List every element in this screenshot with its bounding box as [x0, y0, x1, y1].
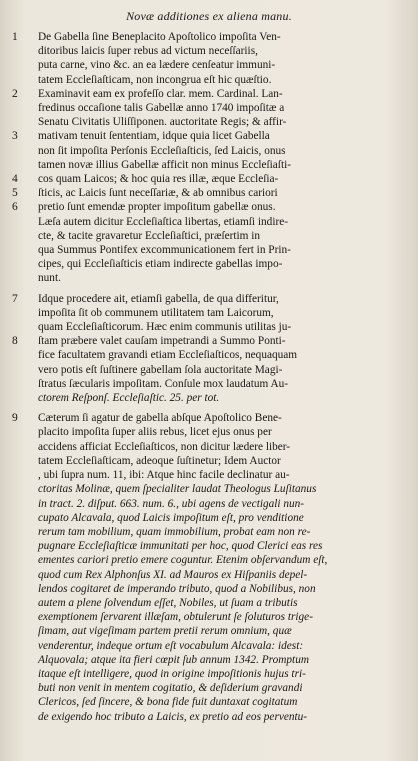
paragraph-number: 5	[12, 187, 18, 200]
document-body	[10, 30, 408, 724]
text-line	[10, 229, 408, 243]
text-line	[10, 497, 408, 511]
text-line	[10, 158, 408, 172]
line-text: Clericos, ſed ſincere, & bona fide fuit duntaxat cogitatum	[38, 696, 298, 709]
line-text: quam Eccleſiaſticorum. Hæc enim communis utilitas ju-	[38, 321, 292, 334]
paragraph	[10, 411, 408, 723]
line-text: pretio ſunt emendæ propter impoſitum gabellæ onus.	[38, 201, 276, 214]
line-text: itaque eſt intelligere, quod in origine impoſitionis hujus tri-	[38, 667, 306, 680]
text-line	[10, 624, 408, 638]
text-line	[10, 87, 408, 101]
text-line	[10, 582, 408, 596]
text-line	[10, 482, 408, 496]
paragraph-number: 8	[12, 335, 18, 348]
text-line	[10, 411, 408, 425]
text-line	[10, 639, 408, 653]
text-line	[10, 568, 408, 582]
line-text: Læſa autem dicitur Eccleſiaſtica libertas, etiamſi indire-	[38, 215, 288, 228]
text-line	[10, 596, 408, 610]
text-line	[10, 271, 408, 285]
text-line	[10, 44, 408, 58]
line-text: ſticis, ac Laicis ſunt neceſſariæ, & ab omnibus cariori	[38, 187, 278, 200]
text-line	[10, 539, 408, 553]
text-line	[10, 306, 408, 320]
line-text: vero potis eſt ſuſtinere gabellam ſola auctoritate Magi-	[38, 363, 283, 376]
line-text: fredinus occaſione talis Gabellæ anno 1740 impoſitæ a	[38, 102, 285, 115]
text-line	[10, 454, 408, 468]
line-text: , ubi ſupra num. 11, ibi: Atque hinc facile declinatur au-	[38, 469, 290, 482]
text-line	[10, 144, 408, 158]
line-text: qua Summus Pontifex excommunicationem fert in Prin-	[38, 244, 291, 257]
text-line	[10, 101, 408, 115]
line-text: placito impoſita ſuper aliis rebus, licet ejus onus per	[38, 426, 272, 439]
text-line	[10, 334, 408, 348]
line-text: accidens afficiat Eccleſiaſticos, non dicitur lædere liber-	[38, 440, 291, 453]
line-text: tatem Eccleſiaſticam, non incongrua eſt hic quæſtio.	[38, 73, 272, 86]
line-text: ctorem Reſponſ. Eccleſiaſtic. 25. per tot.	[38, 392, 220, 405]
paragraph-number: 7	[12, 292, 18, 305]
text-line	[10, 73, 408, 87]
text-line	[10, 200, 408, 214]
text-line	[10, 348, 408, 362]
text-line	[10, 243, 408, 257]
paragraph	[10, 292, 408, 406]
line-text: ditoribus laicis ſuper rebus ad victum neceſſariis,	[38, 45, 258, 58]
line-text: puta carne, vino &c. an ea lædere cenſeatur immuni-	[38, 59, 276, 72]
line-text: rerum tam mobilium, quam immobilium, probat eam non re-	[38, 525, 311, 538]
paragraph-number: 9	[12, 412, 18, 425]
text-line	[10, 710, 408, 724]
text-line	[10, 30, 408, 44]
line-text: De Gabella ſine Beneplacito Apoſtolico impoſita Ven-	[38, 31, 281, 43]
text-line	[10, 553, 408, 567]
paragraph-number: 6	[12, 201, 18, 214]
line-text: Examinavit eam ex profeſſo clar. mem. Cardinal. Lan-	[38, 87, 283, 100]
text-line	[10, 363, 408, 377]
text-line	[10, 257, 408, 271]
line-text: ctoritas Molinæ, quem ſpecialiter laudat Theologus Luſitanus	[38, 483, 317, 496]
line-text: pugnare Eccleſiaſticæ immunitati per hoc, quod Clerici eas res	[38, 540, 323, 553]
text-line	[10, 320, 408, 334]
line-text: lendos cogitaret de imperando tributo, quod a Nobilibus, non	[38, 582, 316, 595]
paragraph	[10, 30, 408, 286]
text-line	[10, 391, 408, 405]
text-line	[10, 425, 408, 439]
text-line	[10, 610, 408, 624]
line-text: Senatu Civitatis Uliſſiponen. auctoritate Regis; & affir-	[38, 116, 287, 129]
line-text: mativam tenuit ſententiam, idque quia licet Gabella	[38, 130, 270, 143]
line-text: cte, & tacite gravaretur Eccleſiaſtici, præſertim in	[38, 229, 261, 242]
text-line	[10, 695, 408, 709]
line-text: Alquovala; atque ita fieri cœpit ſub annum 1342. Promptum	[38, 653, 309, 666]
line-text: cipes, qui Eccleſiaſticis etiam indirecte gabellas impo-	[38, 258, 283, 271]
line-text: non ſit impoſita Perſonis Eccleſiaſticis, ſed Laicis, onus	[38, 144, 286, 157]
line-text: Cæterum ſi agatur de gabella abſque Apoſtolico Bene-	[38, 412, 282, 425]
text-line	[10, 186, 408, 200]
text-line	[10, 440, 408, 454]
paragraph-number: 3	[12, 130, 18, 143]
paragraph-number: 4	[12, 173, 18, 186]
text-line	[10, 129, 408, 143]
text-line	[10, 525, 408, 539]
text-line	[10, 58, 408, 72]
text-line	[10, 215, 408, 229]
line-text: in tract. 2. diſput. 663. num. 6., ubi agens de vectigali nun-	[38, 497, 305, 510]
text-line	[10, 292, 408, 306]
line-text: buti non venit in mentem cogitatio, & deſiderium gravandi	[38, 682, 303, 695]
line-text: nunt.	[38, 272, 61, 285]
text-line	[10, 681, 408, 695]
line-text: ſimam, aut vigeſimam partem pretii rerum omnium, quæ	[38, 625, 292, 638]
line-text: tamen novæ illius Gabellæ afficit non minus Eccleſiaſti-	[38, 158, 291, 171]
line-text: cos quam Laicos; & hoc quia res illæ, æque Eccleſia-	[38, 173, 279, 186]
line-text: de exigendo hoc tributo a Laicis, ex pretio ad eos perventu-	[38, 710, 308, 723]
line-text: ſtratus ſæcularis impoſitam. Conſule mox laudatum Au-	[38, 377, 289, 390]
line-text: quod cum Rex Alphonſus XI. ad Mauros ex Hiſpaniis depel-	[38, 568, 308, 581]
line-text: Idque procedere ait, etiamſi gabella, de qua differitur,	[38, 292, 279, 305]
paragraph-number: 1	[12, 31, 18, 43]
line-text: tatem Eccleſiaſticam, adeoque ſuſtinetur; Idem Auctor	[38, 454, 281, 467]
text-line	[10, 468, 408, 482]
text-line	[10, 653, 408, 667]
line-text: exemptionem ſervarent illæſam, obtulerunt ſe ſoluturos trige-	[38, 611, 313, 624]
line-text: impoſita ſit ob communem utilitatem tam Laicorum,	[38, 306, 274, 319]
line-text: autem a plene ſolvendum eſſet, Nobiles, ut ſuam a tributis	[38, 596, 298, 609]
paragraph-number: 2	[12, 87, 18, 100]
line-text: ementes cariori pretio emere coguntur. Etenim obſervandum eſt,	[38, 554, 328, 567]
page-header: Novæ additiones ex aliena manu.	[126, 9, 292, 23]
text-line	[10, 172, 408, 186]
text-line	[10, 115, 408, 129]
line-text: ſtam præbere valet cauſam impetrandi a Summo Ponti-	[38, 335, 286, 348]
line-text: cupato Alcavala, quod Laicis impoſitum eſt, pro venditione	[38, 511, 304, 524]
text-line	[10, 377, 408, 391]
line-text: fice facultatem gravandi etiam Eccleſiaſticos, nequaquam	[38, 349, 298, 362]
line-text: venderentur, indeque ortum eſt vocabulum Alcavala: idest:	[38, 639, 304, 652]
text-line	[10, 511, 408, 525]
text-line	[10, 667, 408, 681]
